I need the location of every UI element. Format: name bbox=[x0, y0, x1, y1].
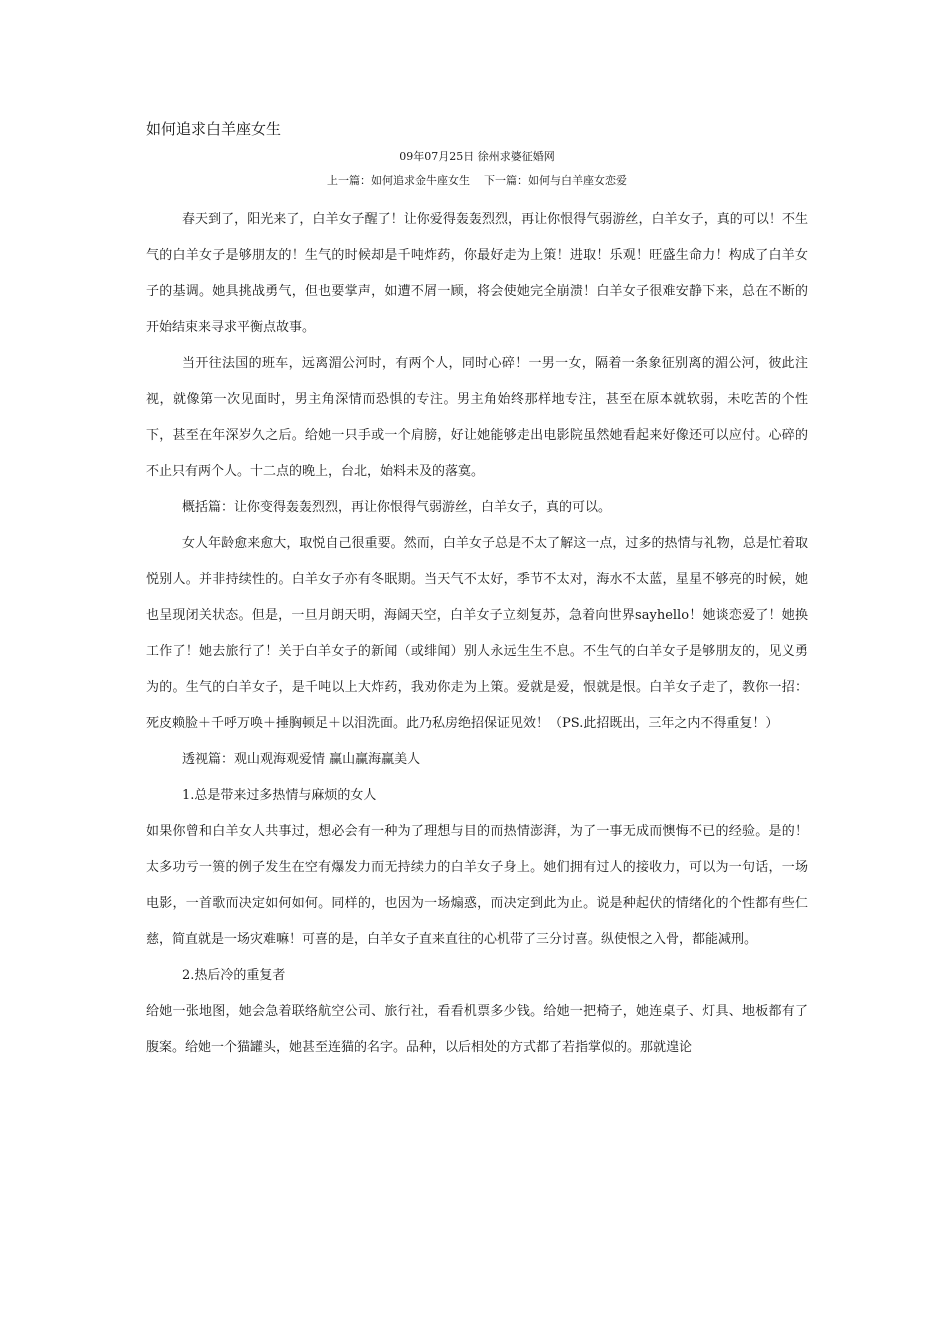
next-article-link[interactable]: 如何与白羊座女恋爱 bbox=[528, 174, 627, 187]
paragraph: 女人年龄愈来愈大，取悦自己很重要。然而，白羊女子总是不太了解这一点，过多的热情与礼物，总是忙着取悦别人。并非持续性的。白羊女子亦有冬眠期。当天气不太好，季节不太对，海水不太蓝，星星不够亮的时候，她也呈现闭关状态。但是，一旦月朗天明，海阔天空，白羊女子立刻复苏，急着向世界sayhello！她谈恋爱了！她换工作了！她去旅行了！关于白羊女子的新闻（或绯闻）别人永远生生不息。不生气的白羊女子是够朋友的，见义勇为的。生气的白羊女子，是千吨以上大炸药，我劝你走为上策。爱就是爱，恨就是恨。白羊女子走了，教你一招：死皮赖脸＋千呼万唤＋捶胸顿足＋以泪洗面。此乃私房绝招保证见效！（PS.此招既出，三年之内不得重复！） bbox=[146, 536, 808, 731]
paragraph: 给她一张地图，她会急着联络航空公司、旅行社，看看机票多少钱。给她一把椅子，她连桌子、灯具、地板都有了腹案。给她一个猫罐头，她甚至连猫的名字。品种，以后相处的方式都了若指掌似的。那就遑论 bbox=[146, 1004, 808, 1055]
prev-label: 上一篇： bbox=[327, 174, 371, 187]
section-heading: 概括篇：让你变得轰轰烈烈，再让你恨得气弱游丝，白羊女子，真的可以。 bbox=[182, 500, 612, 515]
paragraph: 春天到了，阳光来了，白羊女子醒了！让你爱得轰轰烈烈，再让你恨得气弱游丝，白羊女子，真的可以！不生气的白羊女子是够朋友的！生气的时候却是千吨炸药，你最好走为上策！进取！乐观！旺盛生命力！构成了白羊女子的基调。她具挑战勇气，但也要掌声，如遭不屑一顾，将会使她完全崩溃！白羊女子很难安静下来，总在不断的开始结束来寻求平衡点故事。 bbox=[146, 212, 808, 335]
next-label: 下一篇： bbox=[484, 174, 528, 187]
subsection-heading: 1.总是带来过多热情与麻烦的女人 bbox=[182, 788, 377, 803]
subsection-heading: 2.热后冷的重复者 bbox=[182, 968, 286, 983]
article-title: 如何追求白羊座女生 bbox=[146, 120, 282, 138]
article-navigation bbox=[146, 174, 808, 188]
publish-date: 09年07月25日 bbox=[399, 150, 475, 163]
document-page bbox=[146, 118, 808, 1066]
paragraph: 如果你曾和白羊女人共事过，想必会有一种为了理想与目的而热情澎湃，为了一事无成而懊悔不已的经验。是的！太多功亏一篑的例子发生在空有爆发力而无持续力的白羊女子身上。她们拥有过人的接收力，可以为一句话，一场电影，一首歌而决定如何如何。同样的，也因为一场煽惑，而决定到此为止。说是种起伏的情绪化的个性都有些仁慈，简直就是一场灾难嘛！可喜的是，白羊女子直来直往的心机带了三分讨喜。纵使恨之入骨，都能减刑。 bbox=[146, 824, 808, 947]
paragraph: 当开往法国的班车，远离湄公河时，有两个人，同时心碎！一男一女，隔着一条象征别离的湄公河，彼此注视，就像第一次见面时，男主角深情而恐惧的专注。男主角始终那样地专注，甚至在原本就软弱，未吃苦的个性下，甚至在年深岁久之后。给她一只手或一个肩膀，好让她能够走出电影院虽然她看起来好像还可以应付。心碎的不止只有两个人。十二点的晚上，台北，始料未及的落寞。 bbox=[146, 356, 808, 479]
prev-article-link[interactable]: 如何追求金牛座女生 bbox=[371, 174, 470, 187]
source-name: 徐州求婆征婚网 bbox=[477, 150, 555, 163]
article-meta bbox=[146, 150, 808, 164]
section-heading: 透视篇：观山观海观爱情 赢山赢海赢美人 bbox=[182, 752, 421, 767]
